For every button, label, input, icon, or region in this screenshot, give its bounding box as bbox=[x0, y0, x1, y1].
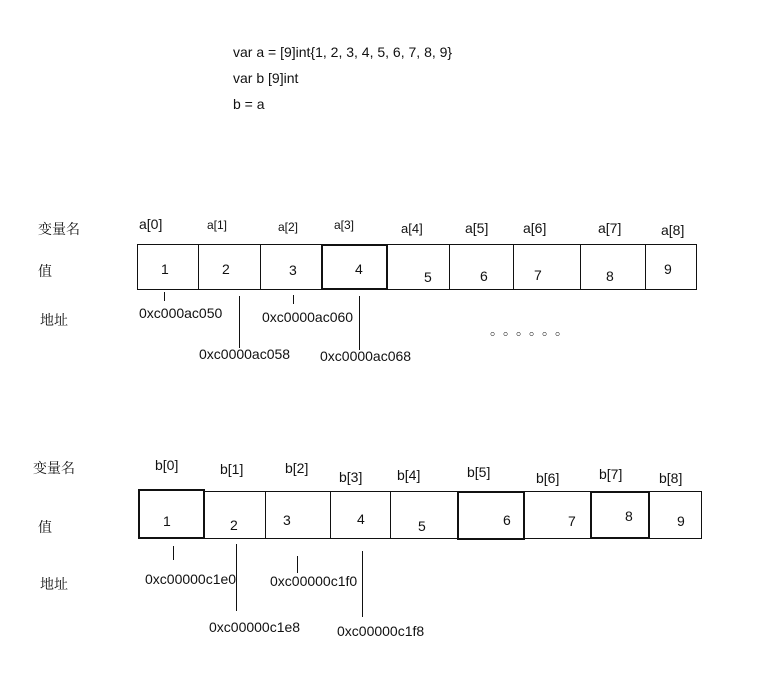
b-name-8: b[8] bbox=[659, 470, 683, 486]
a-value-2: 3 bbox=[289, 262, 297, 278]
b-name-7: b[7] bbox=[599, 466, 623, 482]
b-address-2: 0xc00000c1f0 bbox=[270, 573, 358, 589]
b-name-5: b[5] bbox=[467, 464, 491, 480]
a-name-1: a[1] bbox=[207, 218, 228, 232]
b-cell-2 bbox=[265, 491, 331, 539]
a-value-1: 2 bbox=[222, 261, 230, 277]
b-value-6: 7 bbox=[568, 513, 576, 529]
b-name-1: b[1] bbox=[220, 461, 244, 477]
b-cell-5 bbox=[457, 491, 525, 540]
b-address-0: 0xc00000c1e0 bbox=[145, 571, 237, 587]
a-address-3: 0xc0000ac068 bbox=[320, 348, 412, 364]
code-line-2: var b [9]int bbox=[233, 70, 299, 86]
b-tick-3 bbox=[362, 551, 363, 617]
b-tick-2 bbox=[297, 556, 298, 573]
b-name-2: b[2] bbox=[285, 460, 309, 476]
b-value-label: 值 bbox=[38, 520, 52, 536]
a-name-7: a[7] bbox=[598, 220, 622, 236]
a-name-6: a[6] bbox=[523, 220, 547, 236]
a-name-5: a[5] bbox=[465, 220, 489, 236]
a-cell-4 bbox=[387, 244, 450, 290]
ellipsis-dots: 。。。。。。 bbox=[490, 322, 575, 338]
b-value-4: 5 bbox=[418, 518, 426, 534]
a-address-1: 0xc0000ac058 bbox=[199, 346, 291, 362]
a-cell-6 bbox=[513, 244, 581, 290]
a-value-8: 9 bbox=[664, 261, 672, 277]
b-name-6: b[6] bbox=[536, 470, 560, 486]
b-name-4: b[4] bbox=[397, 467, 421, 483]
a-variable-name-label: 变量名 bbox=[38, 222, 80, 238]
a-name-4: a[4] bbox=[401, 221, 423, 236]
a-address-label: 地址 bbox=[40, 313, 68, 329]
b-cell-7 bbox=[590, 491, 650, 539]
b-address-1: 0xc00000c1e8 bbox=[209, 619, 301, 635]
b-cell-8 bbox=[649, 491, 702, 539]
b-value-0: 1 bbox=[163, 513, 171, 529]
b-value-2: 3 bbox=[283, 512, 291, 528]
code-line-3: b = a bbox=[233, 96, 265, 112]
b-address-3: 0xc00000c1f8 bbox=[337, 623, 425, 639]
a-value-6: 7 bbox=[534, 267, 542, 283]
a-value-4: 5 bbox=[424, 269, 432, 285]
b-value-5: 6 bbox=[503, 512, 511, 528]
a-name-2: a[2] bbox=[278, 220, 299, 234]
a-tick-0 bbox=[164, 292, 165, 301]
b-value-1: 2 bbox=[230, 517, 238, 533]
b-name-0: b[0] bbox=[155, 457, 179, 473]
a-tick-1 bbox=[239, 296, 240, 348]
b-value-7: 8 bbox=[625, 508, 633, 524]
a-name-0: a[0] bbox=[139, 216, 163, 232]
b-value-3: 4 bbox=[357, 511, 365, 527]
b-tick-1 bbox=[236, 544, 237, 611]
a-name-8: a[8] bbox=[661, 222, 685, 238]
b-cell-0 bbox=[138, 489, 205, 539]
a-name-3: a[3] bbox=[334, 218, 355, 232]
a-value-7: 8 bbox=[606, 268, 614, 284]
b-variable-name-label: 变量名 bbox=[33, 461, 75, 477]
a-value-label: 值 bbox=[38, 264, 52, 280]
b-value-8: 9 bbox=[677, 513, 685, 529]
b-cell-6 bbox=[524, 491, 591, 539]
a-value-3: 4 bbox=[355, 261, 363, 277]
a-tick-3 bbox=[359, 296, 360, 350]
b-address-label: 地址 bbox=[40, 577, 68, 593]
a-address-2: 0xc0000ac060 bbox=[262, 309, 354, 325]
code-line-1: var a = [9]int{1, 2, 3, 4, 5, 6, 7, 8, 9} bbox=[233, 44, 453, 60]
b-name-3: b[3] bbox=[339, 469, 363, 485]
a-address-0: 0xc000ac050 bbox=[139, 305, 223, 321]
a-tick-2 bbox=[293, 295, 294, 304]
a-value-5: 6 bbox=[480, 268, 488, 284]
b-tick-0 bbox=[173, 546, 174, 560]
a-value-0: 1 bbox=[161, 261, 169, 277]
